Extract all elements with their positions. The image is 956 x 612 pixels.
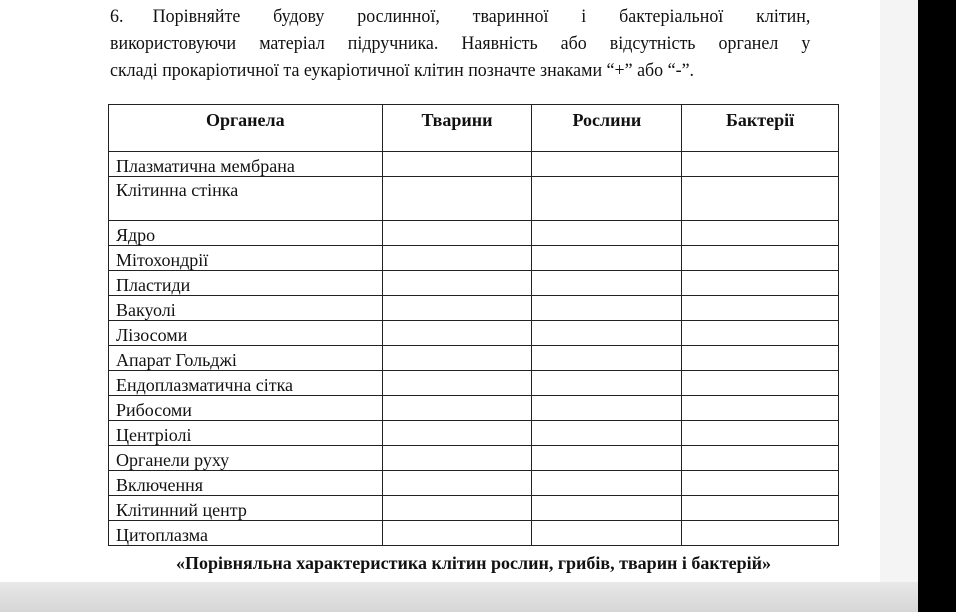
column-header: Тварини [382, 105, 532, 152]
answer-cell[interactable] [382, 471, 532, 496]
answer-cell[interactable] [382, 221, 532, 246]
table-row [109, 246, 839, 271]
task-text [110, 4, 810, 85]
table-row [109, 496, 839, 521]
table-row [109, 371, 839, 396]
answer-cell[interactable] [682, 496, 839, 521]
table-row [109, 177, 839, 221]
answer-cell[interactable] [532, 421, 682, 446]
answer-cell[interactable] [532, 246, 682, 271]
answer-cell[interactable] [532, 177, 682, 221]
table-header-row [109, 105, 839, 152]
answer-cell[interactable] [382, 296, 532, 321]
task-number: 6. [110, 7, 124, 27]
table-row [109, 296, 839, 321]
answer-cell[interactable] [382, 271, 532, 296]
table-row [109, 396, 839, 421]
answer-cell[interactable] [382, 496, 532, 521]
answer-cell[interactable] [532, 371, 682, 396]
answer-cell[interactable] [532, 321, 682, 346]
answer-cell[interactable] [682, 371, 839, 396]
answer-cell[interactable] [532, 271, 682, 296]
answer-cell[interactable] [532, 221, 682, 246]
answer-cell[interactable] [532, 471, 682, 496]
answer-cell[interactable] [682, 321, 839, 346]
organelle-name: Пластиди [109, 271, 383, 296]
table-row [109, 346, 839, 371]
table-row [109, 152, 839, 177]
organelle-name: Рибосоми [109, 396, 383, 421]
organelle-name: Лізосоми [109, 321, 383, 346]
answer-cell[interactable] [682, 346, 839, 371]
organelle-name: Центріолі [109, 421, 383, 446]
answer-cell[interactable] [532, 346, 682, 371]
organelle-name: Включення [109, 471, 383, 496]
column-header: Рослини [532, 105, 682, 152]
organelle-name: Клітинний центр [109, 496, 383, 521]
answer-cell[interactable] [382, 346, 532, 371]
answer-cell[interactable] [382, 321, 532, 346]
organelle-name: Вакуолі [109, 296, 383, 321]
organelle-name: Плазматична мембрана [109, 152, 383, 177]
table-row [109, 321, 839, 346]
answer-cell[interactable] [682, 521, 839, 546]
answer-cell[interactable] [682, 246, 839, 271]
answer-cell[interactable] [682, 421, 839, 446]
answer-cell[interactable] [532, 496, 682, 521]
task-line-3: складі прокаріотичної та еукаріотичної клітин позначте знаками “+” або “-”. [110, 61, 695, 81]
answer-cell[interactable] [382, 371, 532, 396]
answer-cell[interactable] [682, 271, 839, 296]
organelle-name: Цитоплазма [109, 521, 383, 546]
bottom-shadow [0, 582, 918, 612]
organelle-name: Ендоплазматична сітка [109, 371, 383, 396]
answer-cell[interactable] [532, 296, 682, 321]
answer-cell[interactable] [382, 446, 532, 471]
organelle-name: Мітохондрії [109, 246, 383, 271]
answer-cell[interactable] [382, 521, 532, 546]
answer-cell[interactable] [682, 396, 839, 421]
organelle-name: Клітинна стінка [109, 177, 383, 221]
organelle-name: Ядро [109, 221, 383, 246]
column-header: Органела [109, 105, 383, 152]
answer-cell[interactable] [382, 177, 532, 221]
answer-cell[interactable] [682, 296, 839, 321]
organelle-name: Апарат Гольджі [109, 346, 383, 371]
viewer-background [918, 0, 956, 612]
column-header: Бактерії [682, 105, 839, 152]
answer-cell[interactable] [532, 521, 682, 546]
table-caption: «Порівняльна характеристика клітин рослин, грибів, тварин і бактерій» [175, 553, 772, 573]
answer-cell[interactable] [532, 396, 682, 421]
answer-cell[interactable] [382, 396, 532, 421]
answer-cell[interactable] [532, 446, 682, 471]
answer-cell[interactable] [682, 152, 839, 177]
task-line-1: 6. Порівняйте будову рослинної, тваринної і бактеріальної клітин, [110, 4, 810, 31]
table-row [109, 421, 839, 446]
table-row [109, 446, 839, 471]
table-row [109, 521, 839, 546]
table-row [109, 221, 839, 246]
answer-cell[interactable] [532, 152, 682, 177]
answer-cell[interactable] [382, 246, 532, 271]
organelle-name: Органели руху [109, 446, 383, 471]
answer-cell[interactable] [682, 471, 839, 496]
organelle-table [108, 104, 839, 546]
answer-cell[interactable] [382, 152, 532, 177]
answer-cell[interactable] [682, 221, 839, 246]
table-row [109, 471, 839, 496]
answer-cell[interactable] [682, 177, 839, 221]
page-margin [880, 0, 918, 612]
table-row [109, 271, 839, 296]
answer-cell[interactable] [382, 421, 532, 446]
task-line-2: використовуючи матеріал підручника. Наявність або відсутність органел у [110, 34, 811, 54]
answer-cell[interactable] [682, 446, 839, 471]
